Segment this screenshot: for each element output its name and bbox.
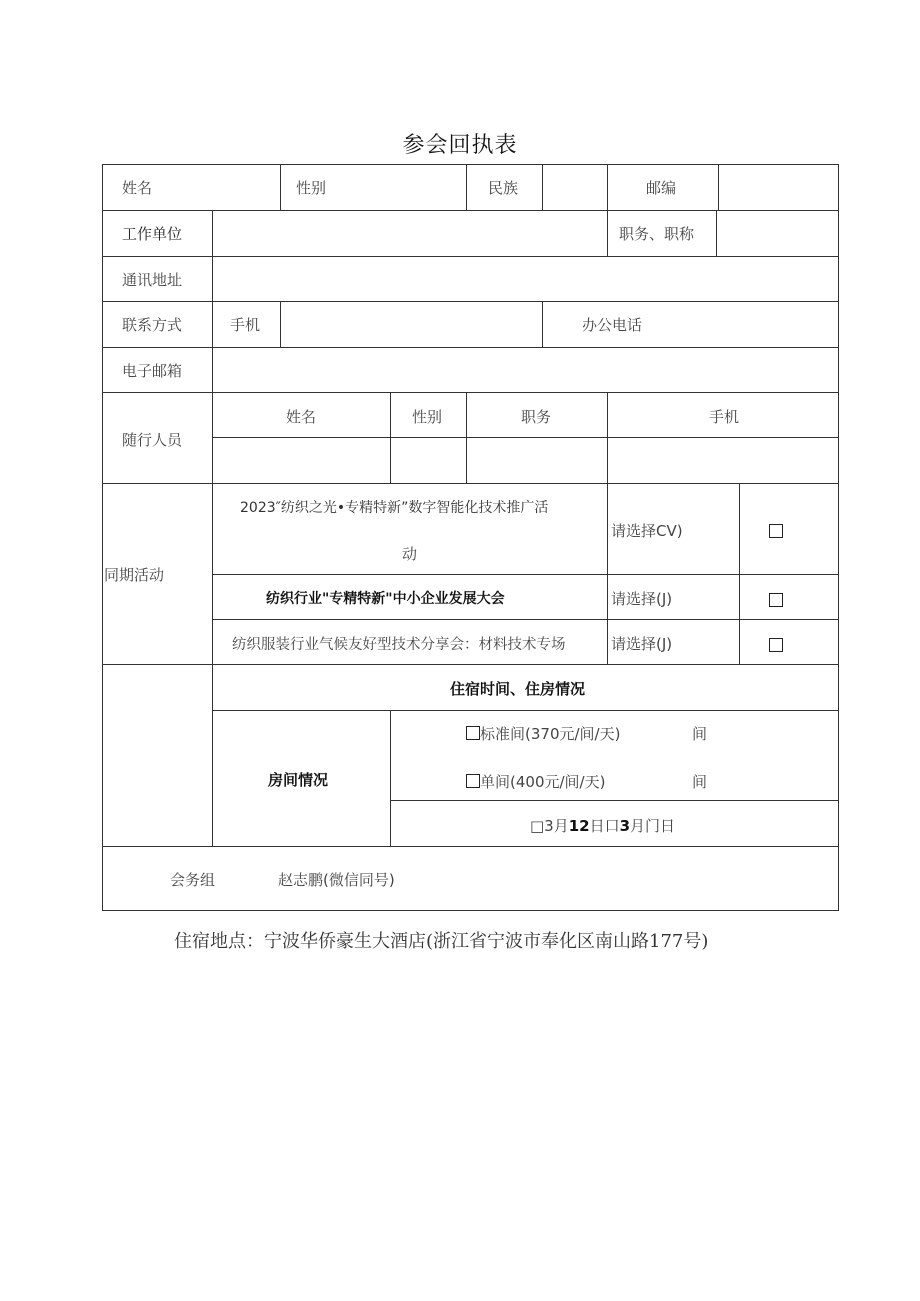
date-prefix: □3月 bbox=[530, 817, 569, 835]
contact-label: 联系方式 bbox=[122, 316, 183, 334]
col-divider bbox=[212, 210, 213, 256]
checkbox-icon[interactable] bbox=[769, 638, 783, 652]
events-label: 同期活动 bbox=[104, 566, 165, 584]
affairs-group-label: 会务组 bbox=[170, 871, 216, 889]
col-divider bbox=[607, 392, 608, 483]
table-border-right bbox=[838, 164, 839, 911]
email-label: 电子邮箱 bbox=[122, 362, 183, 380]
event-1-checkbox[interactable] bbox=[769, 523, 783, 541]
date-from-day: 12 bbox=[568, 817, 590, 835]
col-divider bbox=[466, 392, 467, 483]
row-divider bbox=[212, 437, 839, 438]
event-1-name-line1: 2023″纺织之光•专精特新”数字智能化技术推广活 bbox=[240, 500, 549, 516]
office-phone-label: 办公电话 bbox=[582, 316, 643, 334]
standard-room-unit: 间 bbox=[692, 725, 708, 743]
name-label: 姓名 bbox=[122, 179, 153, 197]
checkbox-icon[interactable] bbox=[769, 524, 783, 538]
col-divider bbox=[466, 164, 467, 210]
postcode-label: 邮编 bbox=[646, 179, 677, 197]
col-divider bbox=[607, 210, 608, 256]
room-status-label: 房间情况 bbox=[268, 771, 329, 789]
event-3-select-label: 请选择(J) bbox=[611, 635, 673, 653]
col-divider bbox=[718, 164, 719, 210]
col-divider bbox=[390, 392, 391, 483]
event-1-select-label: 请选择CV) bbox=[611, 522, 683, 540]
work-unit-label: 工作单位 bbox=[122, 225, 183, 243]
table-border-top bbox=[102, 164, 839, 165]
stay-dates bbox=[530, 815, 675, 836]
checkbox-icon[interactable] bbox=[466, 726, 480, 740]
address-label: 通讯地址 bbox=[122, 271, 183, 289]
col-divider bbox=[212, 483, 213, 664]
col-divider bbox=[607, 483, 608, 664]
companion-name-header: 姓名 bbox=[286, 408, 317, 426]
lodging-location-note: 住宿地点：宁波华侨豪生大酒店(浙江省宁波市奉化区南山路177号) bbox=[174, 931, 709, 952]
col-divider bbox=[716, 210, 717, 256]
affairs-contact: 赵志鹏(微信同号) bbox=[278, 871, 395, 889]
date-suffix: 月门日 bbox=[630, 817, 676, 835]
row-divider bbox=[390, 800, 839, 801]
table-border-bottom bbox=[102, 910, 839, 911]
event-1-name-line2: 动 bbox=[402, 545, 418, 563]
row-divider bbox=[102, 846, 839, 847]
col-divider bbox=[212, 301, 213, 347]
event-2-checkbox[interactable] bbox=[769, 592, 783, 610]
col-divider bbox=[607, 164, 608, 210]
ethnicity-label: 民族 bbox=[488, 179, 519, 197]
registration-form-table bbox=[102, 164, 839, 911]
gender-label: 性别 bbox=[296, 179, 327, 197]
checkbox-icon[interactable] bbox=[466, 774, 480, 788]
col-divider bbox=[542, 301, 543, 347]
col-divider bbox=[212, 256, 213, 301]
form-title: 参会回执表 bbox=[402, 133, 518, 158]
col-divider bbox=[212, 347, 213, 392]
event-2-select-label: 请选择(J) bbox=[611, 590, 673, 608]
event-2-name: 纺织行业"专精特新"中小企业发展大会 bbox=[266, 591, 505, 607]
event-3-name: 纺织服装行业气候友好型技术分享会：材料技术专场 bbox=[232, 637, 566, 653]
companion-position-header: 职务 bbox=[521, 408, 552, 426]
col-divider bbox=[280, 164, 281, 210]
row-divider bbox=[212, 619, 839, 620]
date-to-month: 3 bbox=[619, 817, 631, 835]
mobile-label: 手机 bbox=[230, 316, 261, 334]
single-room-unit: 间 bbox=[692, 773, 708, 791]
col-divider bbox=[212, 392, 213, 483]
companions-label: 随行人员 bbox=[122, 431, 183, 449]
date-mid: 日口 bbox=[589, 817, 620, 835]
standard-room-option[interactable] bbox=[466, 723, 620, 744]
companion-mobile-header: 手机 bbox=[709, 408, 740, 426]
standard-room-label: 标准间(370元/间/天) bbox=[480, 725, 621, 743]
single-room-option[interactable] bbox=[466, 771, 605, 792]
lodging-header: 住宿时间、住房情况 bbox=[450, 680, 586, 698]
single-room-label: 单间(400元/间/天) bbox=[480, 773, 606, 791]
col-divider bbox=[212, 664, 213, 846]
row-divider bbox=[212, 574, 839, 575]
col-divider bbox=[390, 710, 391, 846]
position-title-label: 职务、职称 bbox=[619, 225, 695, 243]
companion-gender-header: 性别 bbox=[412, 408, 443, 426]
checkbox-icon[interactable] bbox=[769, 593, 783, 607]
row-divider bbox=[212, 710, 839, 711]
col-divider bbox=[739, 483, 740, 664]
col-divider bbox=[280, 301, 281, 347]
col-divider bbox=[542, 164, 543, 210]
event-3-checkbox[interactable] bbox=[769, 637, 783, 655]
table-border-left bbox=[102, 164, 103, 911]
